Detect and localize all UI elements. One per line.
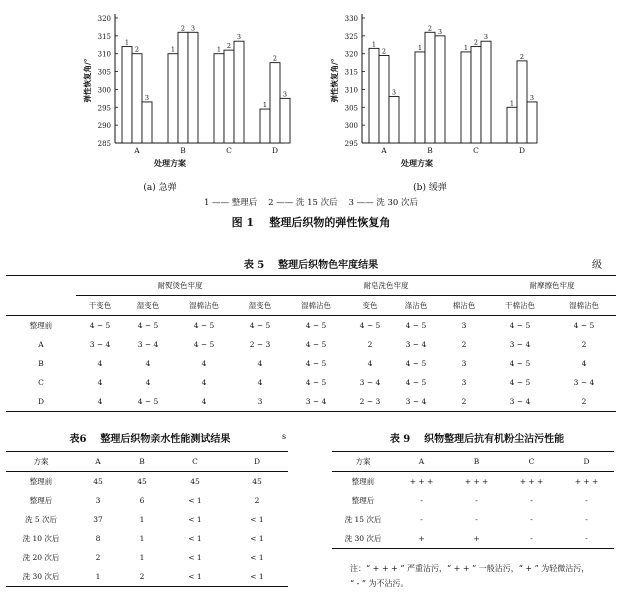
table9-cell: -: [585, 515, 588, 524]
table5-row: [6, 373, 616, 392]
y-tick-label: 290: [97, 122, 111, 131]
table6-cell: 1: [139, 534, 145, 543]
table5-cell: 3 ~ 4: [509, 340, 531, 349]
table5-col-header: 湿变色: [136, 301, 160, 310]
table5-col-header: 湿变色: [248, 301, 272, 310]
table6-cell: < 1: [188, 553, 202, 562]
table5-cell: 3: [461, 321, 467, 330]
table5-cell: 3 ~ 4: [405, 340, 427, 349]
table5-unit: 级: [592, 260, 602, 271]
x-tick-label: B: [180, 146, 186, 155]
table5-cell: 4: [145, 378, 151, 387]
table6-cell: < 1: [188, 534, 202, 543]
bar: [389, 97, 399, 143]
bar-label: 3: [144, 93, 150, 102]
bar: [260, 109, 270, 143]
table5-col-header: 干棉沾色: [504, 301, 535, 310]
bar-label: 3: [529, 93, 535, 102]
bar: [369, 48, 379, 143]
bar-label: 1: [262, 101, 268, 110]
table5-cell: 2: [581, 340, 587, 349]
bar-label: 1: [216, 45, 222, 54]
y-axis-label: 弹性恢复角/°: [83, 58, 92, 103]
table6-col-header: 方案: [33, 457, 49, 466]
bar-label: 3: [236, 33, 242, 42]
bar-label: 1: [371, 40, 377, 49]
table6-cell: < 1: [188, 496, 202, 505]
y-tick-label: 295: [344, 140, 358, 148]
bar-label: 2: [381, 47, 387, 56]
x-tick-label: D: [271, 146, 279, 155]
table6-cell: < 1: [250, 515, 264, 524]
bar: [132, 54, 142, 143]
bar: [471, 47, 481, 143]
table5-col-header: 变色: [362, 301, 378, 310]
bar: [481, 41, 491, 143]
table5-cell: 3 ~ 4: [359, 378, 381, 387]
table5-row-label: D: [37, 397, 44, 406]
y-tick-label: 320: [97, 15, 111, 23]
table6-row-label: 洗 20 次后: [22, 553, 60, 562]
table9-row: [332, 510, 614, 529]
chart-b: [329, 14, 537, 168]
table5-cell: 2: [581, 397, 587, 406]
table5-cell: 4 ~ 5: [405, 378, 427, 387]
table9-row-label: 整理后: [351, 496, 375, 505]
panel-b-caption: (b) 缓弹: [413, 183, 447, 193]
bar: [178, 32, 188, 143]
table6-cell: 6: [139, 496, 145, 505]
bar-label: 2: [473, 38, 479, 47]
table6-col-header: A: [95, 457, 101, 466]
table6-col-header: C: [192, 457, 198, 466]
table5-group: 耐熨烫色牢度: [76, 276, 284, 296]
bar-label: 2: [427, 24, 433, 33]
table6-row: [6, 472, 288, 492]
bar: [270, 63, 280, 143]
bar: [435, 36, 445, 143]
x-tick-label: C: [473, 146, 479, 155]
x-tick-label: A: [134, 146, 140, 155]
table5-col-header: 湿棉沾色: [568, 301, 599, 310]
table5-cell: 2 ~ 3: [359, 397, 381, 406]
bar-label: 2: [180, 24, 186, 33]
bar: [461, 52, 471, 143]
table6-cell: 1: [139, 553, 145, 562]
bar: [234, 41, 244, 143]
table9: [332, 451, 614, 549]
table6-cell: < 1: [188, 515, 202, 524]
bar: [188, 32, 198, 143]
table5-cell: 4 ~ 5: [359, 321, 381, 330]
y-tick-label: 310: [97, 50, 111, 59]
table6-row-label: 整理前: [29, 477, 53, 486]
table6-cell: 37: [93, 515, 103, 524]
table9-cell: + + +: [519, 477, 544, 486]
table6-cell: 45: [252, 477, 262, 486]
table6-header-row: [6, 452, 288, 472]
table5-cell: 2 ~ 3: [249, 340, 271, 349]
y-tick-label: 320: [344, 50, 358, 59]
bar: [214, 54, 224, 143]
table5-cell: 4: [97, 378, 103, 387]
bar-label: 2: [519, 52, 525, 61]
table5-col-header: 湿棉沾色: [189, 301, 219, 310]
table9-cell: + + +: [464, 477, 489, 486]
y-axis-label: 弹性恢复角/°: [330, 58, 339, 103]
bar-label: 1: [509, 99, 515, 108]
table6-cell: 2: [95, 553, 101, 562]
table6-cell: 3: [95, 496, 101, 505]
table5-group: 耐皂洗色牢度: [284, 276, 488, 296]
table5-cell: 3 ~ 4: [405, 397, 427, 406]
table9-cell: +: [418, 534, 425, 543]
table5-row: [6, 354, 616, 373]
bar-label: 2: [134, 45, 140, 54]
table5-row-label: C: [38, 378, 44, 387]
table5-cell: 3: [461, 359, 467, 368]
table6-row-label: 洗 30 次后: [22, 572, 60, 581]
table6-row: [6, 491, 288, 510]
table5-cell: 4: [201, 397, 207, 406]
table5-cell: 3 ~ 4: [509, 397, 531, 406]
table9-row: [332, 472, 614, 492]
y-tick-label: 305: [344, 104, 358, 113]
x-axis-label: 处理方案: [154, 158, 186, 168]
table5-cell: 3: [257, 397, 263, 406]
table5-cell: 2: [367, 340, 373, 349]
table5-cell: 2: [461, 397, 467, 406]
table5-cell: 3 ~ 4: [305, 397, 327, 406]
y-tick-label: 315: [97, 32, 111, 41]
bar: [415, 52, 425, 143]
table5-col-header: 涤沾色: [404, 301, 428, 310]
table5-cell: 4: [201, 378, 207, 387]
table9-note-line: 注：“ + + + ” 严重沾污，“ + + ” 一般沾污，“ + ” 为轻微沾污，: [350, 564, 590, 573]
table5-cell: 4: [201, 359, 207, 368]
table9-cell: + + +: [409, 477, 434, 486]
table6-row: [6, 510, 288, 529]
table5-cell: 4 ~ 5: [405, 321, 427, 330]
table5-cell: 3 ~ 4: [137, 340, 159, 349]
table9-row: [332, 529, 614, 549]
bar: [517, 61, 527, 143]
bar: [379, 56, 389, 144]
table5-row-label: 整理前: [29, 321, 53, 330]
table5-cell: 4 ~ 5: [193, 321, 215, 330]
table9-title: 表 9 织物整理后抗有机粉尘沾污性能: [389, 434, 565, 445]
figure-legend: 1 —— 整理后 2 —— 洗 15 次后 3 —— 洗 30 次后: [204, 198, 418, 208]
table6-cell: < 1: [188, 572, 202, 581]
table6-cell: 1: [95, 572, 101, 581]
table9-cell: -: [420, 515, 423, 524]
table5-cell: 4 ~ 5: [137, 397, 159, 406]
table6-row-label: 整理后: [29, 496, 53, 505]
bar-label: 3: [483, 33, 489, 42]
bar: [425, 32, 435, 143]
table5-group-row: [6, 276, 616, 296]
bar: [507, 107, 517, 143]
table9-cell: -: [585, 496, 588, 505]
table9-cell: -: [530, 496, 533, 505]
table9-cell: -: [585, 534, 588, 543]
table9-col-header: C: [528, 457, 535, 466]
table9-cell: +: [473, 534, 480, 543]
y-tick-label: 310: [344, 86, 358, 95]
x-axis-label: 处理方案: [401, 158, 433, 168]
table6-cell: 8: [95, 534, 101, 543]
panel-a-caption: (a) 急弹: [143, 183, 177, 193]
table5-cell: 3 ~ 4: [573, 378, 595, 387]
bar: [122, 47, 132, 143]
table9-cell: -: [475, 496, 478, 505]
figure-title: 图 1 整理后织物的弹性恢复角: [231, 216, 391, 229]
table6-row: [6, 529, 288, 548]
table5-header-row: [6, 296, 616, 316]
bar-label: 3: [437, 27, 443, 36]
table9-col-header: D: [583, 457, 590, 466]
table5-row: [6, 335, 616, 354]
y-tick-label: 295: [97, 104, 111, 113]
table6-row-label: 洗 10 次后: [22, 534, 60, 543]
bar-label: 3: [190, 24, 196, 33]
chart-a: [82, 14, 290, 168]
table5-col-header: 棉沾色: [452, 301, 476, 310]
table5-cell: 4 ~ 5: [405, 359, 427, 368]
y-tick-label: 300: [97, 86, 111, 95]
bar-label: 3: [282, 90, 288, 99]
bar-label: 1: [124, 38, 130, 47]
table5: [6, 275, 616, 412]
table5-cell: 4 ~ 5: [305, 359, 327, 368]
table5-group: 耐摩擦色牢度: [488, 276, 616, 296]
table5-cell: 4 ~ 5: [193, 340, 215, 349]
table5-cell: 4: [257, 359, 263, 368]
table6-cell: < 1: [250, 572, 264, 581]
y-tick-label: 305: [97, 68, 111, 77]
table6-row-label: 洗 5 次后: [24, 515, 58, 524]
table5-cell: 4: [97, 397, 103, 406]
table5-cell: 4 ~ 5: [305, 340, 327, 349]
table5-row-label: A: [38, 340, 44, 349]
table9-row-label: 整理前: [351, 477, 375, 486]
x-tick-label: B: [427, 146, 433, 155]
table6-cell: 2: [139, 572, 145, 581]
table5-cell: 4: [97, 359, 103, 368]
table5-col-header: 干变色: [88, 301, 112, 310]
table5-cell: 4 ~ 5: [305, 378, 327, 387]
bar: [168, 54, 178, 143]
table6-row: [6, 548, 288, 567]
bar-label: 3: [391, 88, 397, 97]
table5-cell: 4: [581, 359, 587, 368]
table9-cell: -: [530, 534, 533, 543]
table5-cell: 4 ~ 5: [249, 321, 271, 330]
table5-cell: 4: [257, 378, 263, 387]
table9-col-header: B: [473, 457, 480, 466]
y-tick-label: 315: [344, 68, 358, 77]
table6-cell: 45: [137, 477, 147, 486]
table5-cell: 4 ~ 5: [89, 321, 111, 330]
table9-note-line: “ - ” 为不沾污。: [350, 579, 409, 588]
table6-col-header: D: [253, 457, 260, 466]
table6-cell: 1: [139, 515, 145, 524]
table9-cell: + + +: [574, 477, 599, 486]
y-tick-label: 325: [344, 32, 358, 41]
table9-col-header: 方案: [355, 457, 371, 466]
y-tick-label: 330: [344, 15, 358, 23]
table5-cell: 2: [461, 340, 467, 349]
x-tick-label: A: [381, 146, 387, 155]
table6-row: [6, 567, 288, 587]
bar-label: 2: [226, 42, 232, 51]
bar: [280, 98, 290, 143]
bar-label: 1: [417, 43, 423, 52]
y-tick-label: 285: [97, 140, 111, 148]
table5-cell: 3: [461, 378, 467, 387]
table9-cell: -: [530, 515, 533, 524]
table9-row: [332, 491, 614, 510]
table5-cell: 4: [145, 359, 151, 368]
table6-cell: 45: [190, 477, 200, 486]
table6-title: 表6 整理后织物亲水性能测试结果: [69, 434, 231, 445]
table5-row-label: B: [38, 359, 44, 368]
table5-cell: 4 ~ 5: [509, 378, 531, 387]
bar: [224, 50, 234, 143]
table9-row-label: 洗 30 次后: [344, 534, 382, 543]
table5-cell: 4 ~ 5: [573, 321, 595, 330]
table5-col-header: 湿棉沾色: [301, 301, 331, 310]
table9-cell: -: [475, 515, 478, 524]
table5-cell: 4 ~ 5: [509, 321, 531, 330]
table5-cell: 4 ~ 5: [305, 321, 327, 330]
table5-cell: 3 ~ 4: [89, 340, 111, 349]
bar-label: 1: [170, 45, 176, 54]
table5-row: [6, 392, 616, 412]
bar-label: 2: [272, 54, 278, 63]
x-tick-label: D: [518, 146, 526, 155]
table6-cell: 45: [93, 477, 103, 486]
bar: [142, 102, 152, 143]
table5-title: 表 5 整理后织物色牢度结果: [243, 260, 379, 271]
table9-note: [350, 561, 620, 591]
table5-cell: 4 ~ 5: [509, 359, 531, 368]
table6-cell: 2: [254, 496, 260, 505]
table5-cell: 4: [367, 359, 373, 368]
table9-header-row: [332, 452, 614, 472]
bar-label: 1: [463, 43, 469, 52]
table6-cell: < 1: [250, 553, 264, 562]
table5-cell: 4 ~ 5: [137, 321, 159, 330]
table6-unit: s: [282, 432, 287, 441]
table5-row: [6, 316, 616, 336]
table6-col-header: B: [139, 457, 145, 466]
table6-cell: < 1: [250, 534, 264, 543]
bar: [527, 102, 537, 143]
table9-cell: -: [420, 496, 423, 505]
x-tick-label: C: [226, 146, 232, 155]
table9-row-label: 洗 15 次后: [344, 515, 382, 524]
y-tick-label: 300: [344, 122, 358, 131]
table6: [6, 451, 288, 587]
table9-col-header: A: [418, 457, 425, 466]
